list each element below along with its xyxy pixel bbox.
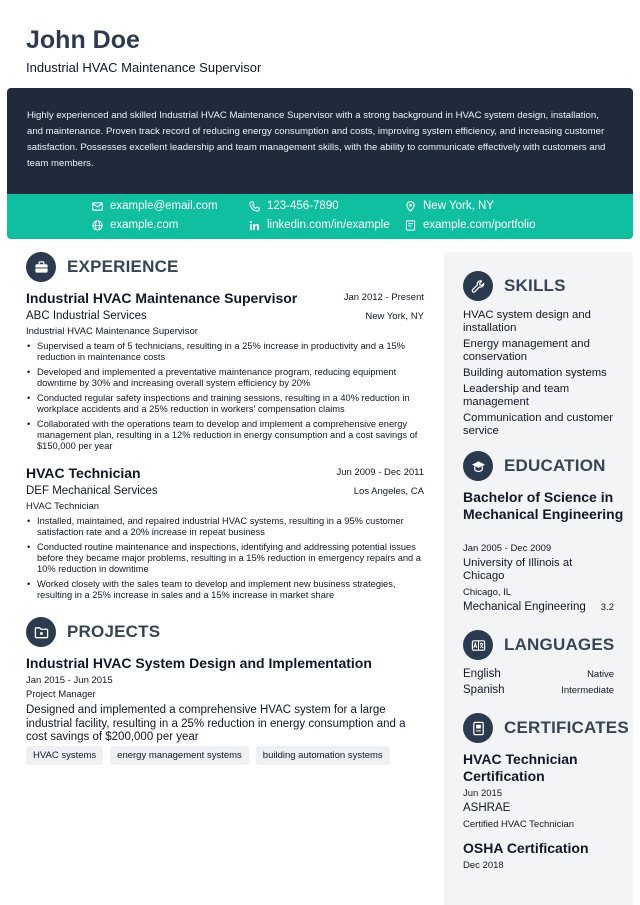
job-position: HVAC Technician (26, 501, 100, 512)
candidate-title: Industrial HVAC Maintenance Supervisor (26, 60, 262, 75)
language-name: Spanish (463, 684, 505, 696)
skill-item: Leadership and team management (463, 383, 570, 408)
contact-portfolio-text: example.com/portfolio (423, 219, 536, 231)
project-tag: building automation systems (256, 746, 390, 765)
experience-title: EXPERIENCE (67, 257, 179, 276)
education-school: University of Illinois at Chicago (463, 557, 573, 582)
contact-website-text: example.com (110, 219, 179, 231)
skill-item: HVAC system design and installation (463, 309, 591, 334)
job-position: Industrial HVAC Maintenance Supervisor (26, 326, 198, 337)
job-role: Industrial HVAC Maintenance Supervisor (26, 290, 298, 306)
graduation-cap-icon (463, 451, 493, 481)
folder-icon (26, 617, 56, 647)
job-bullet: • Collaborated with the operations team to develop and implement a comprehensive energy management plan, resulting in a 12% reduction in energy consumption and a cost savings of $150,000 per year (26, 419, 426, 452)
project-tags (26, 746, 397, 765)
projects-heading (26, 617, 160, 647)
certificate-description: Certified HVAC Technician (463, 819, 575, 830)
language-level: Native (587, 669, 614, 680)
language-level: Intermediate (561, 685, 614, 696)
job-location: New York, NY (365, 311, 424, 322)
job-bullet: • Supervised a team of 5 technicians, resulting in a 25% increase in productivity and a 15% reduction in maintenance costs (26, 341, 426, 363)
projects-title: PROJECTS (67, 622, 161, 641)
job-location: Los Angeles, CA (353, 486, 424, 497)
contact-location (405, 200, 494, 212)
summary-section (7, 88, 633, 194)
contact-location-text: New York, NY (423, 200, 494, 212)
job-bullet: • Worked closely with the sales team to develop and implement new business strategies, resulting in a 25% increase in sales and a 15% increase in market share (26, 579, 426, 601)
project-tag: HVAC systems (26, 746, 103, 765)
job-bullets (26, 516, 426, 605)
job-bullet: • Conducted routine maintenance and inspections, identifying and addressing potential issues before they became major problems, resulting in a 15% reduction in emergency repairs and a 10% reduction in downtime (26, 542, 426, 575)
briefcase-icon (26, 252, 56, 282)
education-heading (463, 451, 606, 481)
wrench-icon (463, 271, 493, 301)
contact-linkedin-text: linkedin.com/in/example (267, 219, 390, 231)
contact-portfolio[interactable] (405, 219, 536, 231)
contact-phone-text: 123-456-7890 (267, 200, 339, 212)
certificate-date: Jun 2015 (463, 788, 503, 799)
skills-heading (463, 271, 566, 301)
linkedin-icon (249, 220, 260, 231)
education-degree: Bachelor of Science in Mechanical Engineering (463, 489, 624, 522)
certificate-title: HVAC Technician Certification (463, 751, 578, 784)
job-bullet: • Conducted regular safety inspections and training sessions, resulting in a 40% reduction in workplace accidents and a 25% reduction in workers' compensation claims (26, 393, 426, 415)
contact-website[interactable] (92, 219, 178, 231)
location-pin-icon (405, 201, 416, 212)
certificate-icon (463, 713, 493, 743)
portfolio-icon (405, 220, 416, 231)
phone-icon (249, 201, 260, 212)
job-dates: Jan 2012 - Present (343, 292, 424, 303)
languages-title: LANGUAGES (504, 635, 615, 654)
job-dates: Jun 2009 - Dec 2011 (336, 467, 424, 478)
job-bullet: • Installed, maintained, and repaired industrial HVAC systems, resulting in a 95% customer satisfaction rate and a 20% increase in repeat business (26, 516, 426, 538)
contact-linkedin[interactable] (249, 219, 390, 231)
languages-heading (463, 630, 614, 660)
job-role: HVAC Technician (26, 465, 141, 481)
job-company: ABC Industrial Services (26, 310, 147, 322)
job-bullet: • Developed and implemented a preventative maintenance program, reducing equipment downtime by 30% and increasing overall system efficiency by 20% (26, 367, 426, 389)
certificate-date: Dec 2018 (463, 860, 504, 871)
certificate-issuer: ASHRAE (463, 802, 511, 814)
certificates-title: CERTIFICATES (504, 718, 629, 737)
contact-email[interactable] (92, 200, 218, 212)
job-company: DEF Mechanical Services (26, 485, 158, 497)
certificate-title: OSHA Certification (463, 840, 589, 856)
contact-phone[interactable] (249, 200, 339, 212)
skill-item: Communication and customer service (463, 412, 614, 437)
certificates-heading (463, 713, 629, 743)
skill-item: Building automation systems (463, 367, 607, 379)
experience-heading (26, 252, 179, 282)
education-title: EDUCATION (504, 456, 606, 475)
language-name: English (463, 668, 501, 680)
contact-email-text: example@email.com (110, 200, 218, 212)
skill-item: Energy management and conservation (463, 338, 590, 363)
education-gpa: 3.2 (600, 602, 614, 613)
project-tag: energy management systems (110, 746, 249, 765)
project-role: Project Manager (26, 689, 96, 700)
job-bullets (26, 341, 426, 456)
summary-text: Highly experienced and skilled Industrial HVAC Maintenance Supervisor with a strong background in HVAC system design, installation, and maintenance. Proven track record of reducing energy consumption and costs, improving system efficiency, and increasing customer satisfaction. Possesses excellent leadership and team management skills, with the ability to communicate effectively with customers and team members. (27, 110, 606, 169)
project-description: Designed and implemented a comprehensive HVAC system for a large industrial facility, resulting in a 25% reduction in energy consumption and a cost savings of $200,000 per year (26, 704, 406, 743)
translate-icon (463, 630, 493, 660)
skills-title: SKILLS (504, 276, 566, 295)
education-location: Chicago, IL (463, 587, 512, 598)
email-icon (92, 201, 103, 212)
globe-icon (92, 220, 103, 231)
project-dates: Jan 2015 - Jun 2015 (26, 675, 113, 686)
project-title: Industrial HVAC System Design and Implementation (26, 655, 372, 671)
candidate-name: John Doe (26, 26, 140, 54)
education-dates: Jan 2005 - Dec 2009 (463, 543, 552, 554)
education-major: Mechanical Engineering (463, 601, 586, 613)
